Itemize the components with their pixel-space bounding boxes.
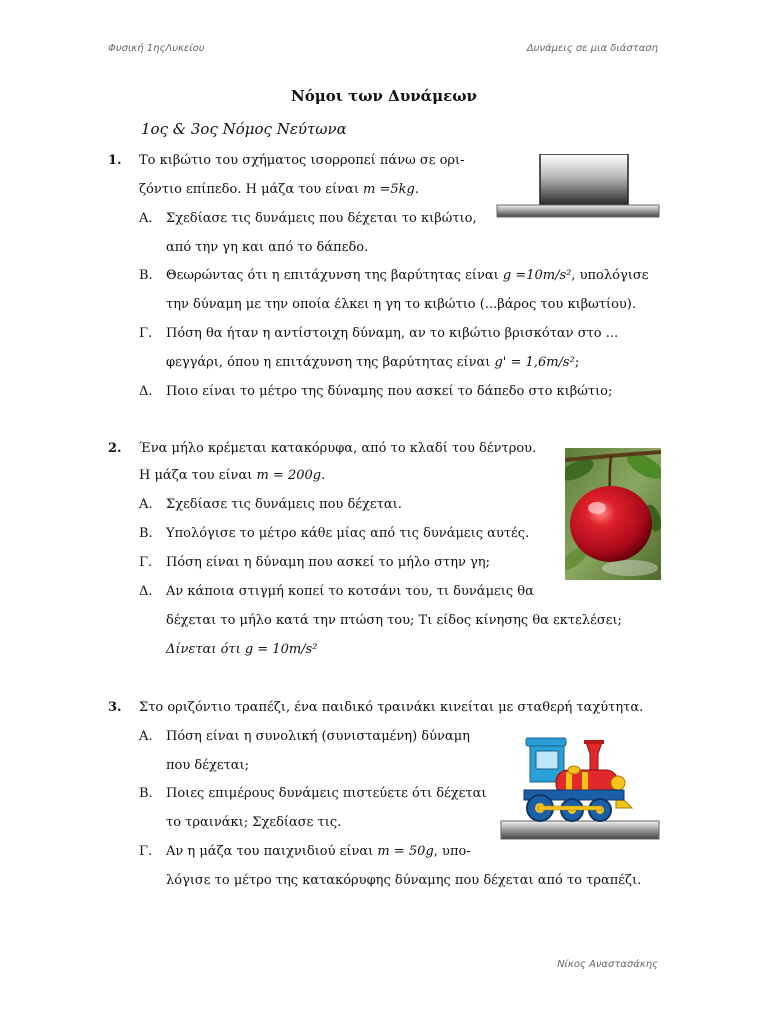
footer-author: Νίκος Αναστασάκης — [557, 959, 658, 970]
q2-d-letter: Δ. — [139, 584, 153, 599]
q2-d-line1: Αν κάποια στιγμή κοπεί το κοτσάνι του, τι δυνάμεις θα — [166, 584, 534, 599]
header-course: Φυσική 1ηςΛυκείου — [108, 43, 205, 54]
q3-a-line1: Πόση είναι η συνολική (συνισταμένη) δύναμη — [166, 729, 470, 744]
q3-c-line1: Αν η μάζα του παιχνιδιού είναι m = 50g, υπο- — [166, 844, 471, 859]
q2-d-line2: δέχεται το μήλο κατά την πτώση του; Τι είδος κίνησης θα εκτελέσει; — [166, 613, 622, 628]
q2-a-line1: Σχεδίασε τις δυνάμεις που δέχεται. — [166, 497, 402, 512]
q2-c-letter: Γ. — [139, 555, 153, 570]
q3-number: 3. — [108, 700, 122, 715]
q1-a-line2: από την γη και από το δάπεδο. — [166, 240, 369, 255]
q3-a-line2: που δέχεται; — [166, 758, 250, 773]
q2-a-letter: Α. — [139, 497, 153, 512]
q1-number: 1. — [108, 153, 122, 168]
q1-b-letter: Β. — [139, 268, 153, 283]
q3-b-line2: το τραινάκι; Σχεδίασε τις. — [166, 815, 342, 830]
q1-b-line1: Θεωρώντας ότι η επιτάχυνση της βαρύτητας είναι g =10m/s², υπολόγισε — [166, 268, 649, 283]
q1-a-line1: Σχεδίασε τις δυνάμεις που δέχεται το κιβώτιο, — [166, 211, 477, 226]
q2-intro-line1: Ένα μήλο κρέμεται κατακόρυφα, από το κλαδί του δέντρου. — [139, 441, 537, 456]
q2-b-line1: Υπολόγισε το μέτρο κάθε μίας από τις δυνάμεις αυτές. — [166, 526, 530, 541]
q1-intro-line1: Το κιβώτιο του σχήματος ισορροπεί πάνω σε ορι- — [139, 153, 465, 168]
page-title: Νόμοι των Δυνάμεων — [291, 87, 477, 105]
q1-d-line1: Ποιο είναι το μέτρο της δύναμης που ασκεί το δάπεδο στο κιβώτιο; — [166, 384, 613, 399]
q1-c-line1: Πόση θα ήταν η αντίστοιχη δύναμη, αν το κιβώτιο βρισκόταν στο ... — [166, 326, 619, 341]
q3-b-letter: Β. — [139, 786, 153, 801]
q3-c-line2: λόγισε το μέτρο της κατακόρυφης δύναμης που δέχεται από το τραπέζι. — [166, 873, 642, 888]
q3-c-letter: Γ. — [139, 844, 153, 859]
q3-b-line1: Ποιες επιμέρους δυνάμεις πιστεύετε ότι δέχεται — [166, 786, 487, 801]
header-topic: Δυνάμεις σε μια διάσταση — [526, 43, 658, 54]
q2-b-letter: Β. — [139, 526, 153, 541]
q3-intro-line1: Στο οριζόντιο τραπέζι, ένα παιδικό τραινάκι κινείται με σταθερή ταχύτητα. — [139, 700, 644, 715]
q3-a-letter: Α. — [139, 729, 153, 744]
q1-intro-line2: ζόντιο επίπεδο. Η μάζα του είναι m =5kg. — [139, 182, 420, 197]
q1-b-line2: την δύναμη με την οποία έλκει η γη το κιβώτιο (...βάρος του κιβωτίου). — [166, 297, 637, 312]
q2-number: 2. — [108, 441, 122, 456]
q2-c-line1: Πόση είναι η δύναμη που ασκεί το μήλο στην γη; — [166, 555, 490, 570]
page-subtitle: 1ος & 3ος Νόμος Νεύτωνα — [141, 120, 347, 138]
q1-d-letter: Δ. — [139, 384, 153, 399]
q2-d-given: Δίνεται ότι g = 10m/s² — [166, 642, 318, 657]
q2-intro-line2: Η μάζα του είναι m = 200g. — [139, 468, 326, 483]
toy-train-on-table-image — [500, 736, 660, 842]
q1-a-letter: Α. — [139, 211, 153, 226]
apple-on-branch-image — [565, 448, 661, 580]
box-on-floor-image — [496, 154, 660, 220]
q1-c-line2: φεγγάρι, όπου η επιτάχυνση της βαρύτητας είναι g' = 1,6m/s²; — [166, 355, 580, 370]
q1-c-letter: Γ. — [139, 326, 153, 341]
